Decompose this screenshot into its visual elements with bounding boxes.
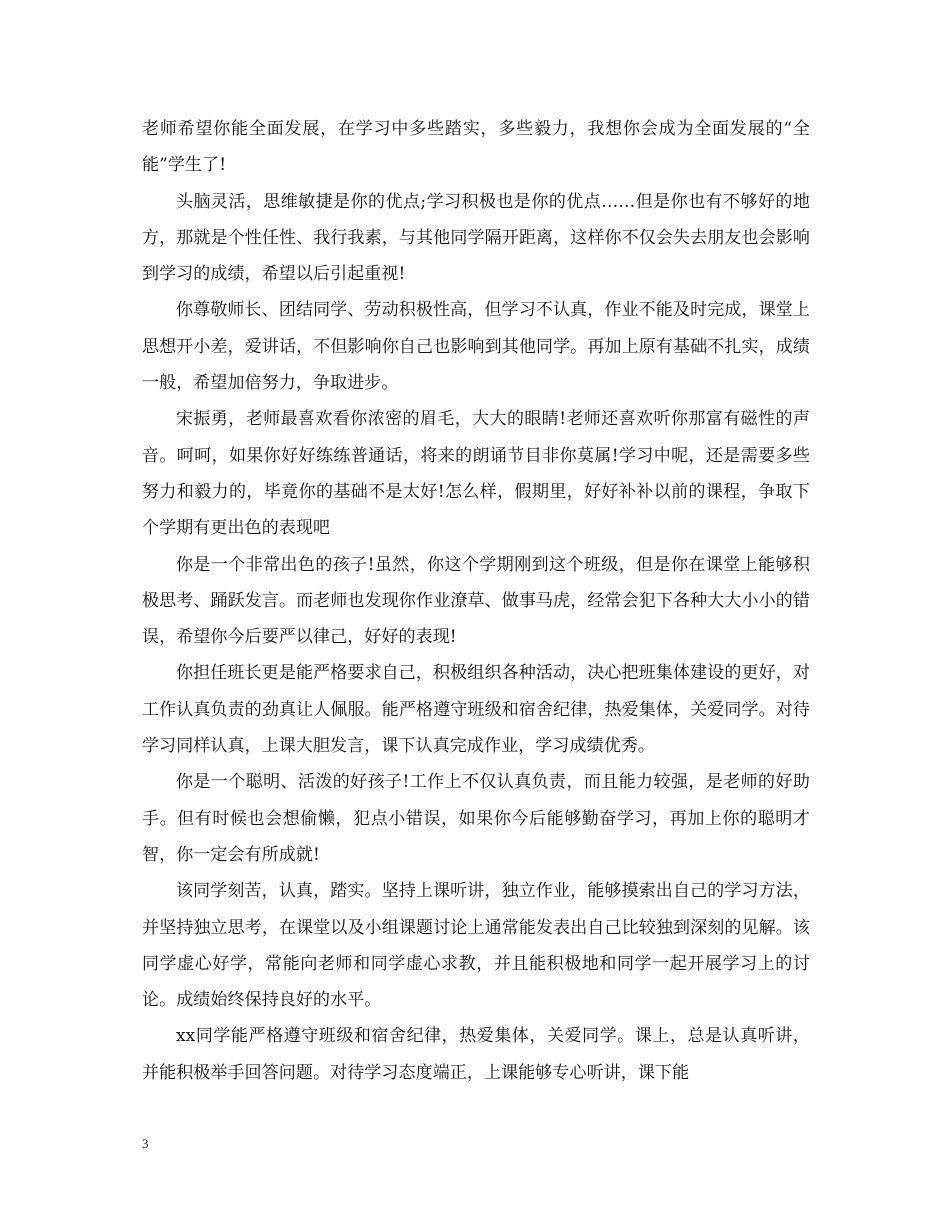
paragraph-6: 你担任班长更是能严格要求自己，积极组织各种活动，决心把班集体建设的更好，对工作认真负责的劲真让人佩服。能严格遵守班级和宿舍纪律，热爱集体，关爱同学。对待学习同样认真，上课大胆发言，课下认真完成作业，学习成绩优秀。 xyxy=(142,663,810,757)
paragraph-5: 你是一个非常出色的孩子!虽然，你这个学期刚到这个班级，但是你在课堂上能够积极思考、踊跃发言。而老师也发现你作业潦草、做事马虎，经常会犯下各种大大小小的错误，希望你今后要严以律己，好好的表现! xyxy=(142,554,810,648)
paragraph-2: 头脑灵活，思维敏捷是你的优点;学习积极也是你的优点……但是你也有不够好的地方，那就是个性任性、我行我素，与其他同学隔开距离，这样你不仅会失去朋友也会影响到学习的成绩，希望以后引起重视! xyxy=(142,191,810,285)
paragraph-7: 你是一个聪明、活泼的好孩子!工作上不仅认真负责，而且能力较强，是老师的好助手。但有时候也会想偷懒，犯点小错误，如果你今后能够勤奋学习，再加上你的聪明才智，你一定会有所成就! xyxy=(142,772,810,865)
page-number: 3 xyxy=(142,1136,149,1151)
document-body xyxy=(142,111,810,1091)
paragraph-9: xx同学能严格遵守班级和宿舍纪律，热爱集体，关爱同学。课上，总是认真听讲，并能积极举手回答问题。对待学习态度端正，上课能够专心听讲，课下能 xyxy=(142,1026,810,1083)
paragraph-8: 该同学刻苦，认真，踏实。坚持上课听讲，独立作业，能够摸索出自己的学习方法，并坚持独立思考，在课堂以及小组课题讨论上通常能发表出自己比较独到深刻的见解。该同学虚心好学，常能向老师和同学虚心求教，并且能积极地和同学一起开展学习上的讨论。成绩始终保持良好的水平。 xyxy=(142,881,810,1011)
paragraph-4: 宋振勇，老师最喜欢看你浓密的眉毛，大大的眼睛!老师还喜欢听你那富有磁性的声音。呵呵，如果你好好练练普通话，将来的朗诵节目非你莫属!学习中呢，还是需要多些努力和毅力的，毕竟你的基础不是太好!怎么样，假期里，好好补补以前的课程，争取下个学期有更出色的表现吧 xyxy=(142,409,810,539)
paragraph-1: 老师希望你能全面发展，在学习中多些踏实，多些毅力，我想你会成为全面发展的“全能”学生了! xyxy=(142,119,810,176)
paragraph-3: 你尊敬师长、团结同学、劳动积极性高，但学习不认真，作业不能及时完成，课堂上思想开小差，爱讲话，不但影响你自己也影响到其他同学。再加上原有基础不扎实，成绩一般，希望加倍努力，争取进步。 xyxy=(142,300,810,394)
